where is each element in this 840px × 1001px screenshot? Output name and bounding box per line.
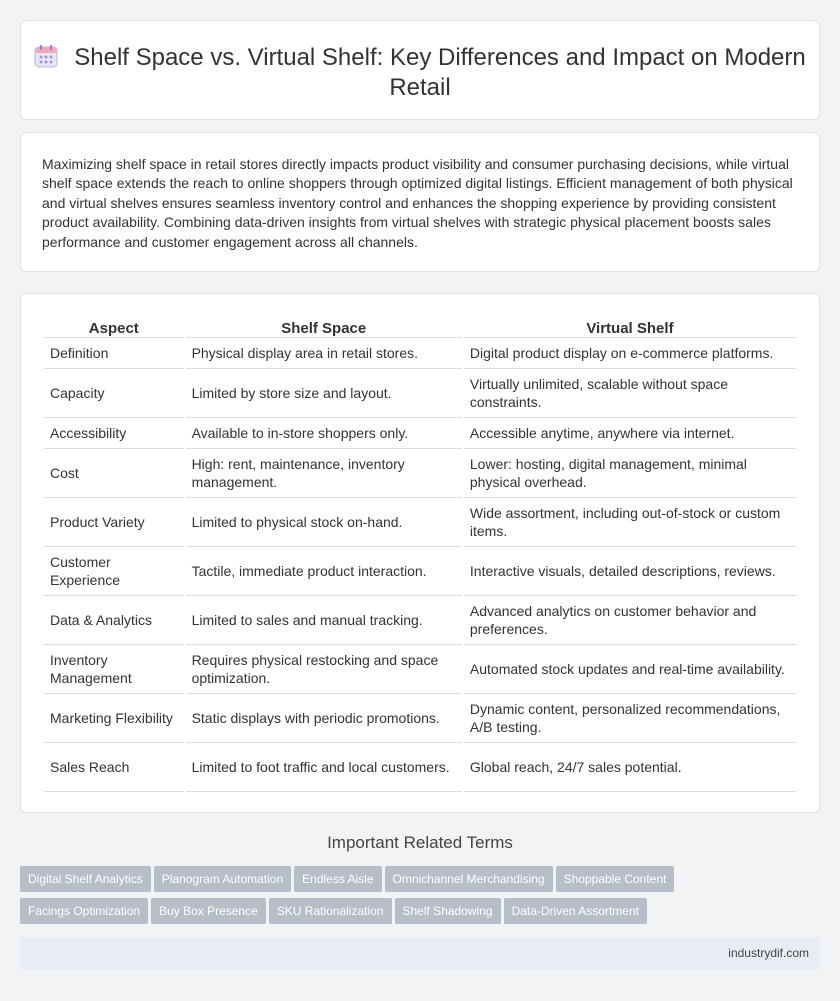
- cell-virtual-shelf: Global reach, 24/7 sales potential.: [464, 743, 796, 792]
- cell-virtual-shelf: Advanced analytics on customer behavior and preferences.: [464, 596, 796, 645]
- tag-digital-shelf-analytics[interactable]: Digital Shelf Analytics: [20, 866, 151, 892]
- cell-virtual-shelf: Wide assortment, including out-of-stock or custom items.: [464, 498, 796, 547]
- table-row: [44, 449, 796, 498]
- cell-shelf-space: Limited to foot traffic and local customers.: [186, 743, 462, 792]
- page-title: [21, 43, 819, 103]
- cell-virtual-shelf: Digital product display on e-commerce platforms.: [464, 338, 796, 369]
- tag-endless-aisle[interactable]: Endless Aisle: [294, 866, 381, 892]
- intro-paragraph: Maximizing shelf space in retail stores directly impacts product visibility and consumer purchasing decisions, while virtual shelf space extends the reach to online shoppers through optimized digital listings. Efficient management of both physical and virtual shelves ensures seamless inventory control and enhances the shopping experience by providing consistent product availability. Combining data-driven insights from virtual shelves with strategic physical placement boosts sales performance and customer engagement across all channels.: [42, 156, 793, 250]
- cell-aspect: Data & Analytics: [44, 596, 184, 645]
- tag-omnichannel-merchandising[interactable]: Omnichannel Merchandising: [385, 866, 553, 892]
- cell-shelf-space: Tactile, immediate product interaction.: [186, 547, 462, 596]
- table-row: [44, 743, 796, 792]
- footer-site-link[interactable]: industrydif.com: [728, 946, 809, 960]
- table-row: [44, 547, 796, 596]
- tag-shelf-shadowing[interactable]: Shelf Shadowing: [395, 898, 501, 924]
- table-header-row: [44, 316, 796, 338]
- cell-aspect: Customer Experience: [44, 547, 184, 596]
- cell-aspect: Product Variety: [44, 498, 184, 547]
- cell-shelf-space: Limited by store size and layout.: [186, 369, 462, 418]
- table-row: [44, 338, 796, 369]
- cell-shelf-space: Physical display area in retail stores.: [186, 338, 462, 369]
- cell-virtual-shelf: Lower: hosting, digital management, minimal physical overhead.: [464, 449, 796, 498]
- cell-aspect: Capacity: [44, 369, 184, 418]
- cell-aspect: Marketing Flexibility: [44, 694, 184, 743]
- cell-virtual-shelf: Automated stock updates and real-time availability.: [464, 645, 796, 694]
- cell-shelf-space: Limited to sales and manual tracking.: [186, 596, 462, 645]
- footer: [20, 937, 820, 970]
- table-row: [44, 694, 796, 743]
- cell-aspect: Accessibility: [44, 418, 184, 449]
- cell-virtual-shelf: Dynamic content, personalized recommendations, A/B testing.: [464, 694, 796, 743]
- tag-sku-rationalization[interactable]: SKU Rationalization: [269, 898, 392, 924]
- tag-planogram-automation[interactable]: Planogram Automation: [154, 866, 291, 892]
- header-shelf-space: Shelf Space: [186, 316, 462, 338]
- cell-aspect: Inventory Management: [44, 645, 184, 694]
- table-row: [44, 369, 796, 418]
- cell-shelf-space: Requires physical restocking and space optimization.: [186, 645, 462, 694]
- cell-aspect: Cost: [44, 449, 184, 498]
- cell-virtual-shelf: Accessible anytime, anywhere via internet.: [464, 418, 796, 449]
- comparison-table: [42, 316, 798, 792]
- table-row: [44, 645, 796, 694]
- header-virtual-shelf: Virtual Shelf: [464, 316, 796, 338]
- tag-shoppable-content[interactable]: Shoppable Content: [556, 866, 675, 892]
- cell-virtual-shelf: Interactive visuals, detailed descriptions, reviews.: [464, 547, 796, 596]
- cell-shelf-space: Limited to physical stock on-hand.: [186, 498, 462, 547]
- comparison-table-card: [20, 293, 820, 813]
- title-card: [20, 20, 820, 120]
- table-row: [44, 596, 796, 645]
- cell-aspect: Definition: [44, 338, 184, 369]
- table-row: [44, 418, 796, 449]
- header-aspect: Aspect: [44, 316, 184, 338]
- tag-data-driven-assortment[interactable]: Data-Driven Assortment: [504, 898, 647, 924]
- cell-virtual-shelf: Virtually unlimited, scalable without space constraints.: [464, 369, 796, 418]
- related-terms-heading: Important Related Terms: [327, 833, 513, 852]
- cell-shelf-space: Static displays with periodic promotions.: [186, 694, 462, 743]
- tag-buy-box-presence[interactable]: Buy Box Presence: [151, 898, 266, 924]
- page-title-text: Shelf Space vs. Virtual Shelf: Key Differences and Impact on Modern Retail: [74, 44, 806, 101]
- related-terms-list: [20, 866, 820, 930]
- cell-shelf-space: High: rent, maintenance, inventory management.: [186, 449, 462, 498]
- cell-shelf-space: Available to in-store shoppers only.: [186, 418, 462, 449]
- calendar-icon: [34, 44, 58, 68]
- tag-facings-optimization[interactable]: Facings Optimization: [20, 898, 148, 924]
- cell-aspect: Sales Reach: [44, 743, 184, 792]
- table-row: [44, 498, 796, 547]
- intro-card: [20, 132, 820, 272]
